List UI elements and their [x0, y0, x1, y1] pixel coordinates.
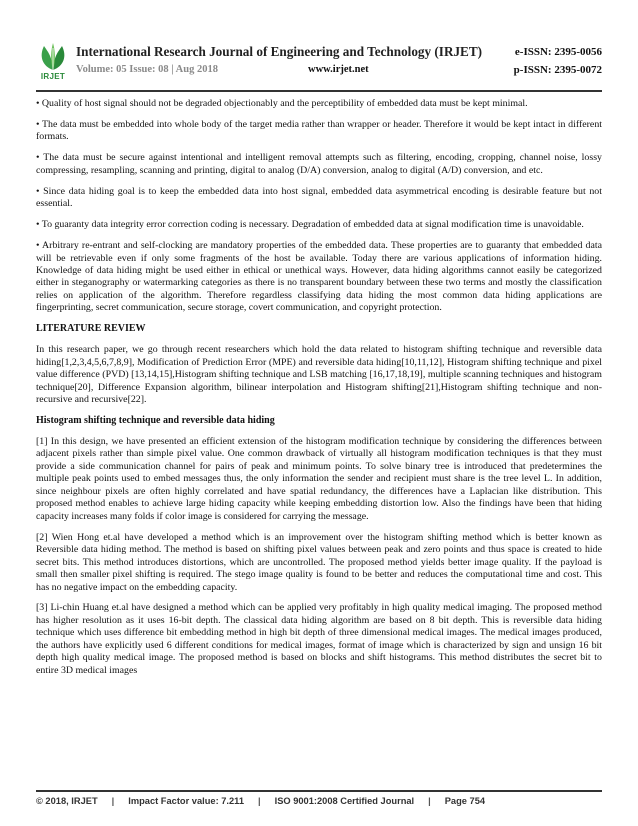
section-heading-literature-review: LITERATURE REVIEW — [36, 323, 146, 335]
journal-url[interactable]: www.irjet.net — [308, 64, 369, 75]
pissn: p-ISSN: 2395-0072 — [513, 64, 602, 76]
bullet-item: • To guaranty data integrity error correction coding is necessary. Degradation of embedded data at signal modification time is unavoidable. — [36, 219, 584, 231]
reference-paragraph-1: [1] In this design, we have presented an efficient extension of the histogram modification technique by considering the differences between adjacent pixels rather than simple pixel value. One common drawback of virtually all histogram modification techniques is that they must provide a side communication channel for pairs of peak and minimum points. To solve binary tree is introduced that predetermines the multiple peak points used to embed messages thus, the only information the sender and recipient must share is the tree level L. In addition, since neighbour pixels are often highly correlated and have spatial redundancy, the differences have a Laplacian like distribution. This proposed method enables to achieve large hiding capacity while keeping embedding distortion low. Also the findings have been that hiding capacity increases many folds if color image is considered for carrying the message. — [36, 436, 602, 522]
footer-separator: | — [258, 796, 261, 806]
footer-separator: | — [428, 796, 431, 806]
volume-issue: Volume: 05 Issue: 08 | Aug 2018 — [76, 64, 218, 75]
eissn: e-ISSN: 2395-0056 — [514, 46, 602, 58]
article-body — [36, 98, 602, 686]
logo-text: IRJET — [40, 72, 66, 81]
subsection-heading-histogram: Histogram shifting technique and reversible data hiding — [36, 415, 275, 427]
bullet-item: • The data must be embedded into whole body of the target media rather than wrapper or header. Therefore it would be kept intact in different formats. — [36, 118, 602, 143]
bullet-item: • Quality of host signal should not be degraded objectionably and the perceptibility of embedded data must be kept minimal. — [36, 98, 528, 109]
footer-divider — [36, 790, 602, 792]
footer-page-number: Page 754 — [444, 796, 486, 806]
bullet-item: • Since data hiding goal is to keep the embedded data into host signal, embedded data asymmetrical encoding is desirable feature but not essential. — [36, 185, 602, 210]
footer-iso: ISO 9001:2008 Certified Journal — [274, 796, 415, 806]
page-header — [36, 40, 602, 88]
header-divider — [36, 90, 602, 92]
literature-paragraph: In this research paper, we go through recent researchers which hold the data related to histogram shifting technique and reversible data hiding[1,2,3,4,5,6,7,8,9], Modification of Prediction Error (MPE) and reversible data hiding[10,11,12], Histogram shifting technique and pixel value difference (PVD) [13,14,15],Histogram shifting technique and LSB matching [16,17,18,19], multiple scanning techniques and histogram technique[20], Difference Expansion algorithm, bilinear interpolation and Histogram shifting[21],Histogram shifting technique and non-recursive and recursive[22]. — [36, 344, 602, 406]
irjet-logo — [36, 42, 70, 82]
leaf-logo-icon — [36, 42, 70, 72]
footer-copyright: © 2018, IRJET — [36, 796, 98, 806]
reference-paragraph-3: [3] Li-chin Huang et.al have designed a method which can be applied very profitably in high quality medical imaging. The proposed method has higher resolution as it uses 16-bit depth. The classical data hiding algorithm are based on 8 bit depth. This is reversible data hiding technique which uses difference bit embedding method in high bit depth of three dimensional medical images. The medical images produced, the authors have explicitly used 6 different conditions for medical images, format of image which is characterized by sign and unsign 16 bit depth high quality medical image. The proposed method is based on blocks and shift histograms. This method distributes the secret bit to entire 3D medical images — [36, 602, 602, 676]
page-footer — [36, 796, 602, 806]
reference-paragraph-2: [2] Wien Hong et.al have developed a method which is an improvement over the histogram shifting method which is better known as Reversible data hiding method. The method is based on shifting pixel values between peak and zero points and thus space is created to hide secret bits. This method introduces distortions, which are uncontrolled. The proposed method yields better image quality. If the payload is small then smaller pixel shifting is required. The stego image quality is found to be better and reduces the computational time and cost. This has no negative impact on the embedding capacity. — [36, 531, 602, 593]
footer-impact-factor: Impact Factor value: 7.211 — [128, 796, 244, 806]
journal-title: International Research Journal of Engineering and Technology (IRJET) — [76, 44, 483, 59]
bullet-item: • Arbitrary re-entrant and self-clocking are mandatory properties of the embedded data. These properties are to guaranty that embedded data will be retrievable even if only some fragments of the host be available. Today there are various applications of information hiding. Knowledge of data hiding might be used either in ethical or unethical ways. However, data hiding algorithms cannot easily be categorized either in steganography or watermarking categories as there is no transparent boundary between these two terms and mostly the classification relies on application of the algorithm. Therefore regardless classifying data hiding the most common data hiding applications are fingerprinting, secret communication, secure storage, covert communication, and copyright protection. — [36, 240, 602, 314]
bullet-item: • The data must be secure against intentional and intelligent removal attempts such as filtering, encoding, cropping, channel noise, lossy compressing, resampling, scanning and printing, digital to analog (D/A) conversion, analog to digital (A/D) conversion, and etc. — [36, 152, 602, 176]
footer-separator: | — [111, 796, 115, 806]
